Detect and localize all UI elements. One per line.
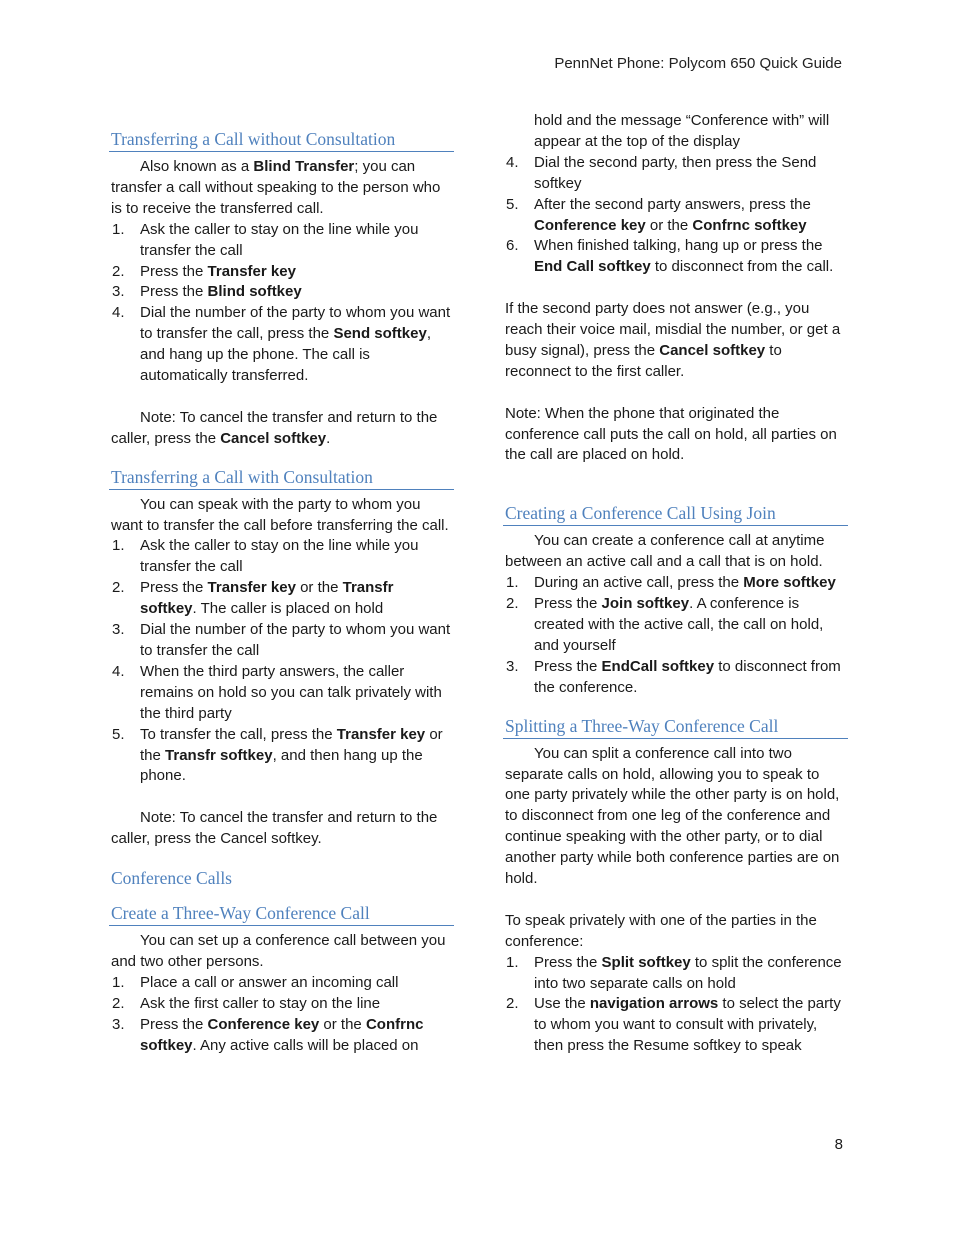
bold-term: Blind softkey	[207, 283, 302, 301]
continued-step-text: hold and the message “Conference with” will appear at the top of the display	[534, 112, 830, 150]
list-item-text: Press the	[140, 283, 208, 301]
list-item-number: 2.	[112, 994, 125, 1012]
right-column	[505, 111, 846, 1057]
list-item-number: 5.	[112, 725, 125, 743]
list-item-number: 3.	[506, 657, 519, 675]
section-three-way-continued	[505, 111, 846, 466]
section-join-conference	[505, 502, 846, 698]
section-heading: Transferring a Call without Consultation	[109, 128, 454, 152]
section-heading: Creating a Conference Call Using Join	[503, 502, 848, 526]
list-item-text: Press the	[140, 579, 208, 597]
section-conference-calls	[111, 867, 452, 889]
bold-term: Confrnc softkey	[140, 1015, 424, 1054]
bold-term: Split softkey	[601, 953, 691, 971]
list-item	[505, 573, 846, 594]
section-consult-transfer	[111, 466, 452, 850]
left-column	[111, 108, 452, 1057]
list-item	[111, 662, 452, 725]
list-item	[505, 153, 846, 195]
bold-term: EndCall softkey	[601, 657, 715, 675]
list-item-number: 2.	[506, 595, 519, 613]
list-item-text: . A conference is created with the active call, the call on hold, and yourself	[534, 595, 824, 654]
bold-term: More softkey	[743, 574, 836, 592]
list-item-text: When the third party answers, the caller remains on hold so you can talk privately with the third party	[140, 662, 442, 722]
list-item-text: Place a call or answer an incoming call	[140, 973, 399, 991]
section-blind-transfer	[111, 128, 452, 450]
bold-term: Conference key	[207, 1015, 320, 1033]
list-item-number: 3.	[112, 1015, 125, 1033]
list-item-text: When finished talking, hang up or press the	[534, 237, 823, 255]
page-number: 8	[834, 1136, 843, 1153]
section-heading: Create a Three-Way Conference Call	[109, 902, 454, 926]
section-heading: Conference Calls	[111, 868, 232, 889]
page-header: PennNet Phone: Polycom 650 Quick Guide	[554, 55, 842, 72]
list-item	[505, 236, 846, 278]
list-item-text: to split the conference into two separate calls on hold	[534, 953, 842, 992]
info-paragraph: To speak privately with one of the parties in the conference:	[505, 911, 817, 950]
list-item-number: 5.	[506, 195, 519, 213]
info-paragraph: If the second party does not answer (e.g., you reach their voice mail, misdial the number, or get a busy signal), press the Cancel softkey to reconnect to the first caller.	[505, 300, 841, 380]
bold-term: Transfer key	[207, 579, 296, 597]
steps-list	[505, 573, 846, 698]
list-item-text: Ask the first caller to stay on the line	[140, 994, 381, 1012]
steps-list	[111, 220, 452, 387]
list-item-number: 1.	[506, 953, 519, 971]
bold-term: End Call softkey	[534, 258, 651, 276]
list-item-text: To transfer the call, press the	[140, 725, 337, 743]
list-item-text: . Any active calls will be placed on	[192, 1036, 419, 1054]
list-item-number: 4.	[112, 304, 125, 322]
list-item-text: to disconnect from the call.	[650, 258, 834, 276]
bold-term: Transfer key	[207, 262, 296, 280]
list-item-number: 1.	[112, 537, 125, 555]
list-item-text: Press the	[140, 1015, 208, 1033]
note-paragraph: Note: To cancel the transfer and return to the caller, press the Cancel softkey.	[111, 809, 438, 848]
list-item-text: Dial the number of the party to whom you want to transfer the call	[140, 621, 451, 660]
list-item-text: or the	[319, 1015, 366, 1033]
steps-list	[505, 153, 846, 278]
list-item	[505, 657, 846, 699]
list-item-text: . The caller is placed on hold	[192, 600, 384, 618]
bold-term: Transfer key	[336, 725, 426, 743]
steps-list	[111, 973, 452, 1057]
bold-term: Transfr softkey	[165, 746, 273, 764]
list-item	[111, 303, 452, 387]
list-item-text: Press the	[140, 262, 208, 280]
list-item-text: Press the	[534, 953, 602, 971]
list-item	[111, 220, 452, 262]
section-heading: Splitting a Three-Way Conference Call	[503, 715, 848, 739]
list-item-text: Ask the caller to stay on the line while you transfer the call	[140, 537, 419, 576]
list-item	[111, 994, 452, 1015]
note-paragraph: Note: When the phone that originated the conference call puts the call on hold, all parties on the call are placed on hold.	[505, 404, 837, 464]
list-item	[505, 195, 846, 237]
list-item	[111, 973, 452, 994]
list-item-number: 2.	[506, 995, 519, 1013]
steps-list	[111, 536, 452, 787]
list-item-number: 1.	[506, 574, 519, 592]
intro-paragraph: Also known as a Blind Transfer; you can transfer a call without speaking to the person who is to receive the transferred call.	[111, 158, 441, 217]
list-item-text: or the	[645, 216, 693, 234]
list-item-number: 2.	[112, 579, 125, 597]
list-item-number: 4.	[112, 662, 125, 680]
list-item-text: Ask the caller to stay on the line while you transfer the call	[140, 220, 419, 259]
list-item-text: Use the	[534, 995, 590, 1013]
list-item-number: 2.	[112, 262, 125, 280]
list-item	[111, 578, 452, 620]
list-item	[111, 1015, 452, 1057]
list-item-text: During an active call, press the	[534, 574, 744, 592]
bold-term: Confrnc softkey	[692, 216, 807, 234]
list-item	[111, 725, 452, 788]
intro-paragraph: You can create a conference call at anytime between an active call and a call that is on hold.	[505, 532, 825, 571]
intro-paragraph: You can split a conference call into two separate calls on hold, allowing you to speak to one party privately while the other party is on hold, to disconnect from one leg of the conference and continue speaking with the other party, or to dial another party while both conference parties are on hold.	[505, 744, 840, 888]
list-item-text: to select the party to whom you want to consult with privately, then press the Resume softkey to speak	[534, 995, 841, 1055]
list-item-text: After the second party answers, press the	[534, 195, 811, 213]
bold-term: Join softkey	[601, 595, 690, 613]
intro-paragraph: You can set up a conference call between you and two other persons.	[111, 932, 446, 970]
list-item-text: Press the	[534, 657, 602, 675]
section-three-way	[111, 902, 452, 1056]
list-item-text: , and hang up the phone. The call is automatically transferred.	[140, 325, 431, 385]
list-item-text: , and then hang up the phone.	[140, 746, 423, 785]
list-item-number: 6.	[506, 237, 519, 255]
list-item-text: to disconnect from the conference.	[534, 657, 841, 696]
list-item-number: 3.	[112, 621, 125, 639]
note-paragraph: Note: To cancel the transfer and return to the caller, press the Cancel softkey.	[111, 408, 438, 447]
bold-term: navigation arrows	[589, 995, 719, 1013]
list-item	[111, 620, 452, 662]
list-item-text: or the	[140, 725, 443, 764]
list-item-text: Press the	[534, 595, 602, 613]
list-item	[111, 282, 452, 303]
list-item-number: 1.	[112, 220, 125, 238]
list-item	[505, 994, 846, 1057]
list-item-number: 3.	[112, 283, 125, 301]
bold-term: Conference key	[534, 216, 646, 234]
bold-term: Transfr softkey	[140, 579, 394, 618]
list-item-text: Dial the second party, then press the Send softkey	[534, 153, 817, 192]
list-item	[505, 594, 846, 657]
steps-list	[505, 953, 846, 1058]
section-split-conference	[505, 715, 846, 1058]
list-item	[111, 536, 452, 578]
list-item	[111, 262, 452, 283]
section-heading: Transferring a Call with Consultation	[109, 466, 454, 490]
list-item-number: 1.	[112, 973, 125, 991]
list-item-text: Dial the number of the party to whom you want to transfer the call, press the	[140, 304, 451, 343]
list-item-text: or the	[295, 579, 343, 597]
bold-term: Send softkey	[333, 325, 427, 343]
intro-paragraph: You can speak with the party to whom you want to transfer the call before transferring the call.	[111, 495, 449, 534]
list-item	[505, 953, 846, 995]
list-item-number: 4.	[506, 153, 519, 171]
